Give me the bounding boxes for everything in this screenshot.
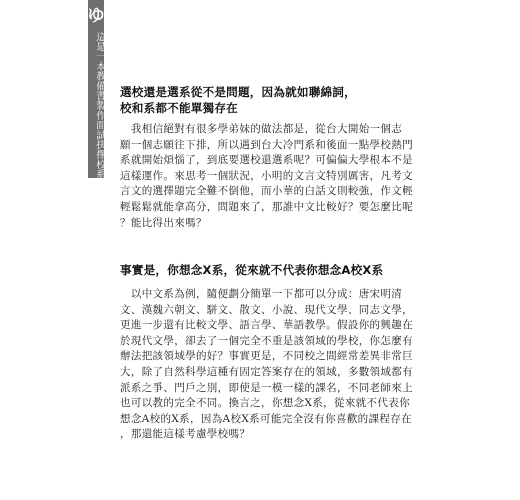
section2-heading: 事實是，你想念X系，從來就不代表你想念A校X系 bbox=[120, 263, 384, 277]
paragraph-line: 這樣運作。來思考一個狀況，小明的文言文特別厲害，凡考文 bbox=[120, 169, 413, 182]
paragraph-line: 派系之爭、門戶之別，即使是一模一樣的課名，不同老師來上 bbox=[120, 381, 413, 394]
paragraph-line: 於現代文學，卻去了一個完全不重是該領域的學校，你怎麼有 bbox=[120, 334, 413, 347]
paragraph-line: ？能比得出來嗎？ bbox=[120, 216, 207, 229]
section1-heading bbox=[120, 84, 440, 116]
paragraph-line: 更進一步還有比較文學、語言學、華語教學。假設你的興趣在 bbox=[120, 319, 413, 332]
section2-paragraph bbox=[120, 287, 413, 443]
paragraph-line: 以中文系為例，隨便劃分簡單一下都可以分成：唐宋明清 bbox=[120, 288, 403, 300]
publisher-logo-icon: ゆ bbox=[87, 6, 105, 26]
paragraph-line: 系就開始煩惱了，到底要選校還選系呢？可偏偏大學根本不是 bbox=[120, 154, 413, 167]
sidebar-vertical-text: 這是一本教備書製作面試抉擇校系的書 bbox=[94, 32, 105, 199]
paragraph-line: 文、漢魏六朝文、駢文、散文、小說、現代文學、同志文學， bbox=[120, 303, 413, 316]
section1-heading-line: 校和系都不能單獨存在 bbox=[120, 101, 238, 115]
paragraph-line: ，那還能這樣考慮學校嗎？ bbox=[120, 428, 251, 441]
paragraph-line: 願一個志願往下排，所以遇到台大冷門系和後面一點學校熱門 bbox=[120, 138, 413, 151]
paragraph-line: 言文的選擇題完全難不倒他，而小華的白話文則較強，作文輕 bbox=[120, 185, 413, 198]
paragraph-line: 想念A校的X系，因為A校X系可能完全沒有你喜歡的課程存在 bbox=[120, 412, 412, 425]
paragraph-line: 辦法把該領域學的好？事實更是，不同校之間經常差異非常巨 bbox=[120, 350, 413, 363]
paragraph-line: 大，除了自然科學這種有固定答案存在的領域，多數領域都有 bbox=[120, 365, 413, 378]
paragraph-line: 輕鬆鬆就能拿高分，問題來了，那誰中文比較好？要怎麼比呢 bbox=[120, 200, 413, 213]
section1-paragraph bbox=[120, 122, 413, 231]
paragraph-line: 也可以教的完全不同。換言之，你想念X系，從來就不代表你 bbox=[120, 397, 410, 410]
paragraph-line: 我相信絕對有很多學弟妹的做法都是，從台大開始一個志 bbox=[120, 123, 403, 135]
section1-heading-line: 選校還是選系從不是問題，因為就如聯綿詞， bbox=[120, 85, 356, 99]
